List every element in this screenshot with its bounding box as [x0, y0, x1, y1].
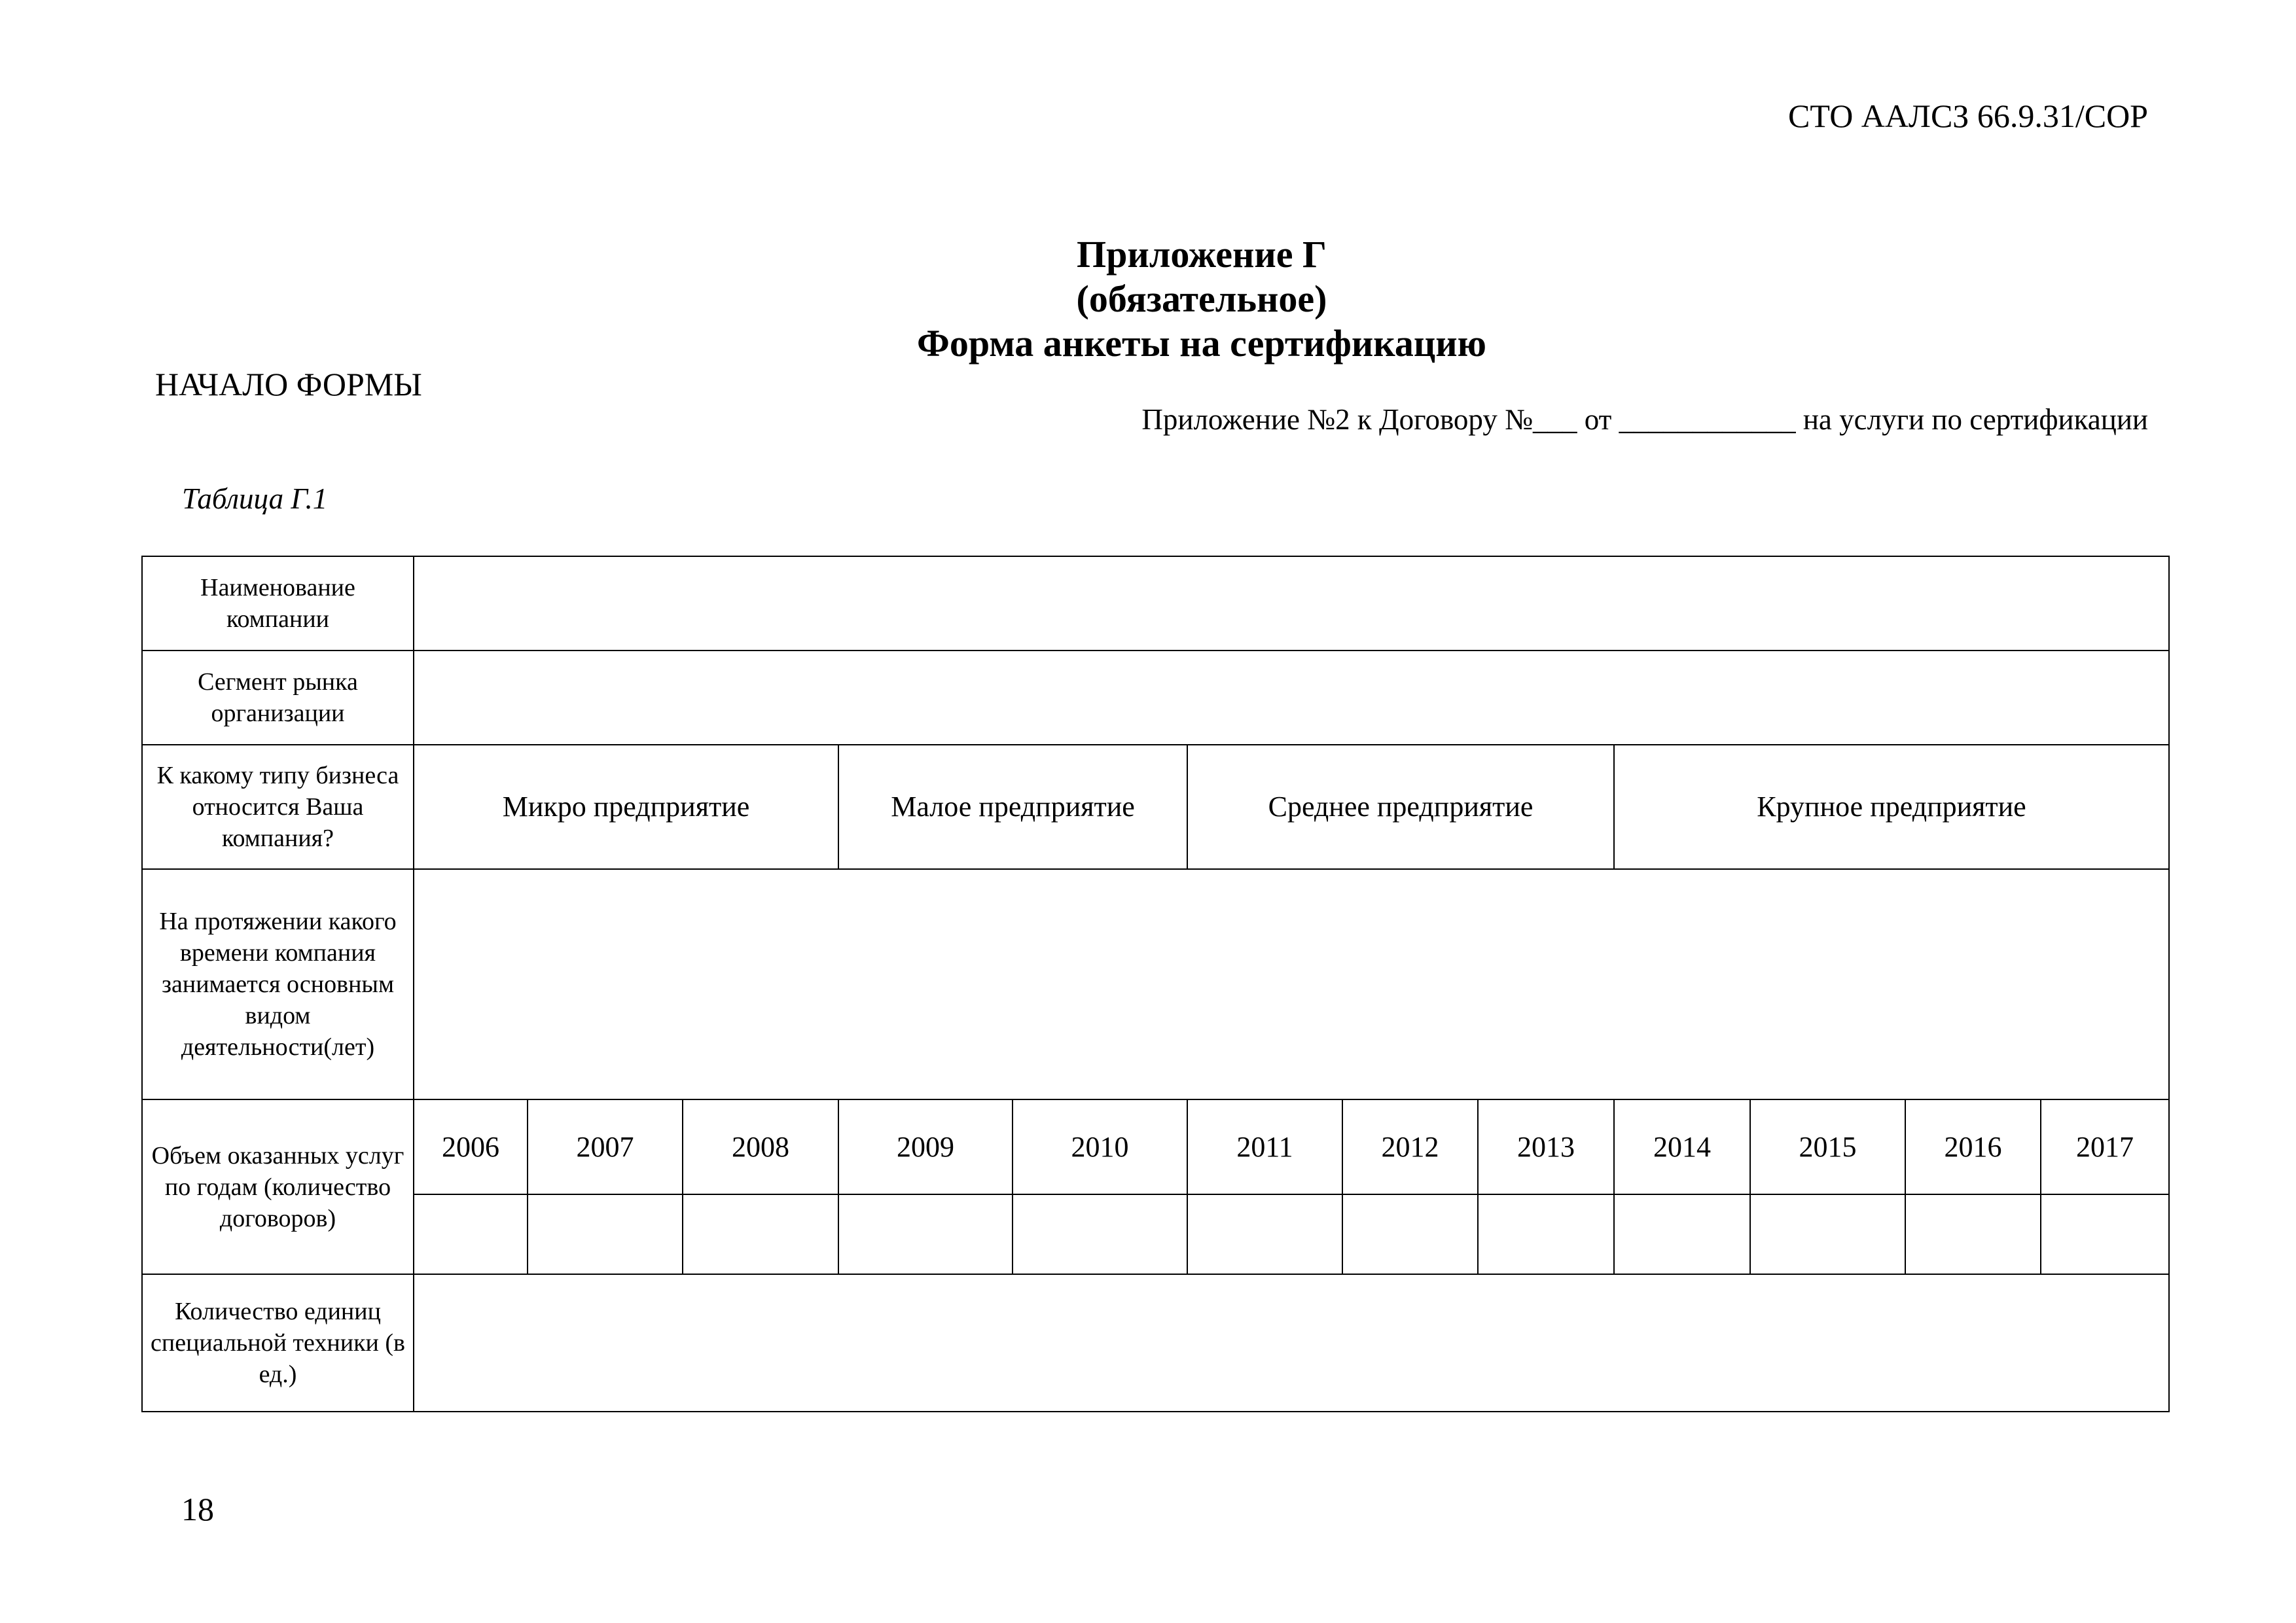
- year-header-2007: 2007: [528, 1099, 683, 1194]
- year-header-2009: 2009: [838, 1099, 1013, 1194]
- year-header-2006: 2006: [414, 1099, 528, 1194]
- year-header-2012: 2012: [1342, 1099, 1478, 1194]
- year-header-2010: 2010: [1013, 1099, 1187, 1194]
- table-caption: Таблица Г.1: [182, 482, 328, 515]
- year-header-2008: 2008: [683, 1099, 838, 1194]
- certification-form-table: [141, 556, 2170, 1412]
- year-value-2008[interactable]: [683, 1194, 838, 1274]
- year-value-2016[interactable]: [1905, 1194, 2041, 1274]
- table-row-years-active: [142, 869, 2169, 1099]
- services-volume-label: Объем оказанных услуг по годам (количество договоров): [142, 1099, 414, 1274]
- year-value-2013[interactable]: [1478, 1194, 1614, 1274]
- market-segment-label: Сегмент рынка организации: [142, 651, 414, 745]
- year-header-2013: 2013: [1478, 1099, 1614, 1194]
- market-segment-field[interactable]: [414, 651, 2169, 745]
- year-value-2009[interactable]: [838, 1194, 1013, 1274]
- year-header-2014: 2014: [1614, 1099, 1750, 1194]
- company-name-field[interactable]: [414, 556, 2169, 651]
- table-row-business-type: [142, 745, 2169, 869]
- document-code: СТО ААЛСЗ 66.9.31/СОР: [1787, 98, 2148, 134]
- table-row-company-name: [142, 556, 2169, 651]
- table-row-market-segment: [142, 651, 2169, 745]
- year-value-2017[interactable]: [2041, 1194, 2169, 1274]
- year-header-2015: 2015: [1750, 1099, 1905, 1194]
- page-number: 18: [181, 1491, 214, 1527]
- year-header-2011: 2011: [1187, 1099, 1342, 1194]
- year-value-2011[interactable]: [1187, 1194, 1342, 1274]
- appendix-title-line2: (обязательное): [1076, 277, 1327, 320]
- years-active-field[interactable]: [414, 869, 2169, 1099]
- business-type-option-medium[interactable]: Среднее предприятие: [1187, 745, 1614, 869]
- year-value-2014[interactable]: [1614, 1194, 1750, 1274]
- year-header-2016: 2016: [1905, 1099, 2041, 1194]
- appendix-title: [54, 232, 2296, 366]
- equipment-units-label: Количество единиц специальной техники (в ед.): [142, 1274, 414, 1412]
- business-type-option-small[interactable]: Малое предприятие: [838, 745, 1187, 869]
- business-type-option-micro[interactable]: Микро предприятие: [414, 745, 838, 869]
- form-start-label: НАЧАЛО ФОРМЫ: [155, 366, 422, 402]
- appendix-title-line3: Форма анкеты на сертификацию: [917, 322, 1486, 365]
- table-row-services-volume-values: [142, 1194, 2169, 1274]
- year-value-2012[interactable]: [1342, 1194, 1478, 1274]
- years-active-label: На протяжении какого времени компания занимается основным видом деятельности(лет): [142, 869, 414, 1099]
- business-type-option-large[interactable]: Крупное предприятие: [1614, 745, 2169, 869]
- equipment-units-field[interactable]: [414, 1274, 2169, 1412]
- year-header-2017: 2017: [2041, 1099, 2169, 1194]
- contract-reference-line: Приложение №2 к Договору №___ от ____________ на услуги по сертификации: [1141, 403, 2148, 436]
- year-value-2007[interactable]: [528, 1194, 683, 1274]
- business-type-label: К какому типу бизнеса относится Ваша компания?: [142, 745, 414, 869]
- year-value-2010[interactable]: [1013, 1194, 1187, 1274]
- year-value-2006[interactable]: [414, 1194, 528, 1274]
- table-row-equipment-units: [142, 1274, 2169, 1412]
- appendix-title-line1: Приложение Г: [1077, 233, 1327, 276]
- year-value-2015[interactable]: [1750, 1194, 1905, 1274]
- company-name-label: Наименование компании: [142, 556, 414, 651]
- table-row-services-volume-years: [142, 1099, 2169, 1194]
